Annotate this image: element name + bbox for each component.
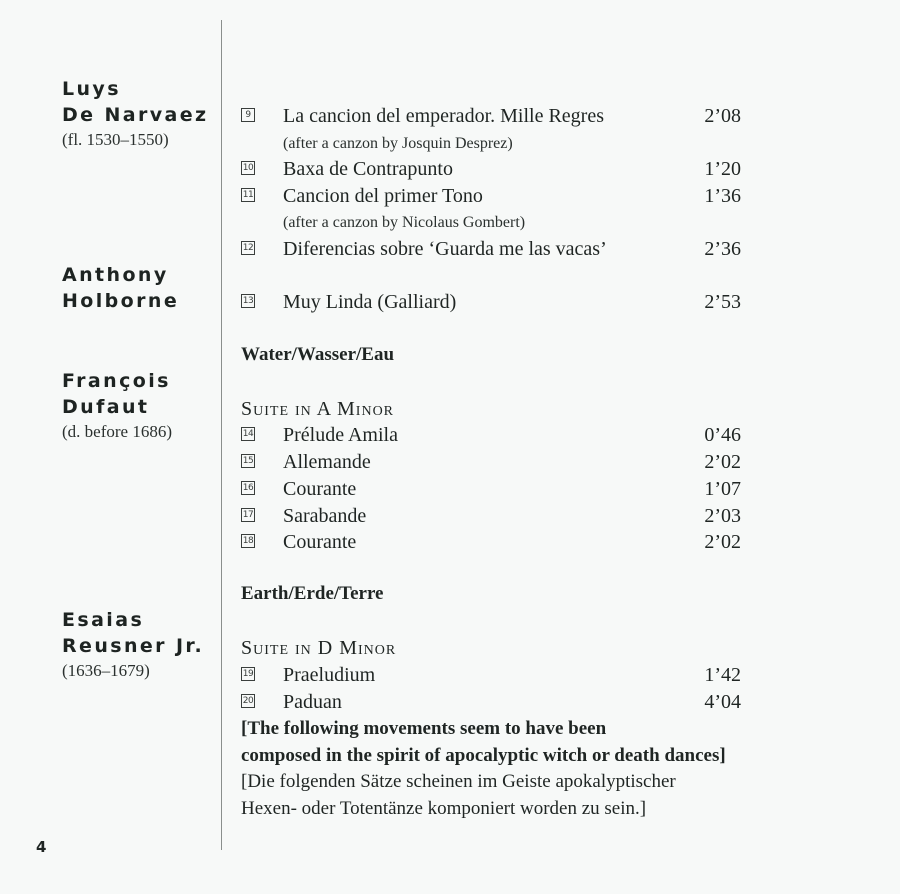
track-title: Prélude Amila	[283, 424, 398, 446]
track-title: Praeludium	[283, 664, 376, 686]
page-number: 4	[36, 838, 47, 856]
track-number: 11	[242, 190, 254, 200]
track-title: Paduan	[283, 691, 342, 713]
composer-name: Holborne	[62, 290, 180, 312]
track-number: 9	[241, 108, 255, 122]
footnote-german: [Die folgenden Sätze scheinen im Geiste apokalyptischer	[241, 771, 676, 792]
composer-dufaut	[62, 368, 212, 443]
track-note: (after a canzon by Nicolaus Gombert)	[283, 214, 526, 231]
track-duration: 1’42	[704, 664, 741, 686]
track-number: 17	[242, 510, 254, 520]
composer-narvaez	[62, 76, 212, 151]
track-row	[241, 662, 741, 688]
track-number: 14	[242, 429, 254, 439]
section-heading-water: Water/Wasser/Eau	[241, 344, 395, 365]
composer-name: François	[62, 370, 171, 392]
track-duration: 4’04	[704, 691, 741, 713]
track-title: Diferencias sobre ‘Guarda me las vacas’	[283, 238, 607, 260]
track-duration: 2’02	[704, 531, 741, 553]
track-row	[241, 183, 741, 209]
track-row	[241, 503, 741, 529]
suite-heading-a-minor: Suite in A Minor	[241, 398, 395, 420]
track-duration: 2’08	[704, 105, 741, 127]
track-duration: 2’02	[704, 451, 741, 473]
composer-name: De Narvaez	[62, 104, 209, 126]
composer-dates: (d. before 1686)	[62, 422, 172, 441]
composer-name: Esaias	[62, 609, 145, 631]
track-title: Muy Linda (Galliard)	[283, 291, 457, 313]
track-title: Cancion del primer Tono	[283, 185, 483, 207]
track-title: Courante	[283, 531, 357, 553]
footnote-english: composed in the spirit of apocalyptic witch or death dances]	[241, 745, 726, 766]
suite-heading-d-minor: Suite in D Minor	[241, 637, 397, 659]
composer-name: Luys	[62, 78, 121, 100]
composer-dates: (fl. 1530–1550)	[62, 130, 169, 149]
track-duration: 2’36	[704, 238, 741, 260]
section-heading-earth: Earth/Erde/Terre	[241, 583, 384, 604]
track-number: 13	[242, 296, 254, 306]
track-duration: 1’20	[704, 158, 741, 180]
track-title: La cancion del emperador. Mille Regres	[283, 105, 604, 127]
track-title: Baxa de Contrapunto	[283, 158, 453, 180]
track-number: 10	[242, 163, 254, 173]
track-row	[241, 156, 741, 182]
composer-dates: (1636–1679)	[62, 661, 150, 680]
track-number: 20	[242, 696, 254, 706]
composer-holborne	[62, 262, 212, 314]
track-duration: 1’07	[704, 478, 741, 500]
track-number: 18	[242, 536, 254, 546]
track-row	[241, 449, 741, 475]
track-duration: 1’36	[704, 185, 741, 207]
track-number: 12	[242, 243, 254, 253]
track-duration: 2’03	[704, 505, 741, 527]
track-title: Courante	[283, 478, 357, 500]
track-row	[241, 236, 741, 262]
track-title: Sarabande	[283, 505, 367, 527]
footnote-english: [The following movements seem to have been	[241, 718, 607, 739]
track-duration: 2’53	[704, 291, 741, 313]
composer-name: Reusner Jr.	[62, 635, 205, 657]
track-duration: 0’46	[704, 424, 741, 446]
column-divider	[221, 20, 222, 850]
track-title: Allemande	[283, 451, 371, 473]
track-note: (after a canzon by Josquin Desprez)	[283, 135, 513, 152]
footnote-german: Hexen- oder Totentänze komponiert worden zu sein.]	[241, 798, 647, 819]
track-number: 15	[242, 456, 254, 466]
track-number: 19	[242, 669, 254, 679]
track-row	[241, 289, 741, 315]
track-row	[241, 529, 741, 555]
track-row	[241, 476, 741, 502]
composer-reusner	[62, 607, 212, 682]
track-row	[241, 422, 741, 448]
composer-name: Anthony	[62, 264, 169, 286]
track-number: 16	[242, 483, 254, 493]
track-row	[241, 689, 741, 715]
composer-name: Dufaut	[62, 396, 150, 418]
track-row	[241, 103, 741, 129]
